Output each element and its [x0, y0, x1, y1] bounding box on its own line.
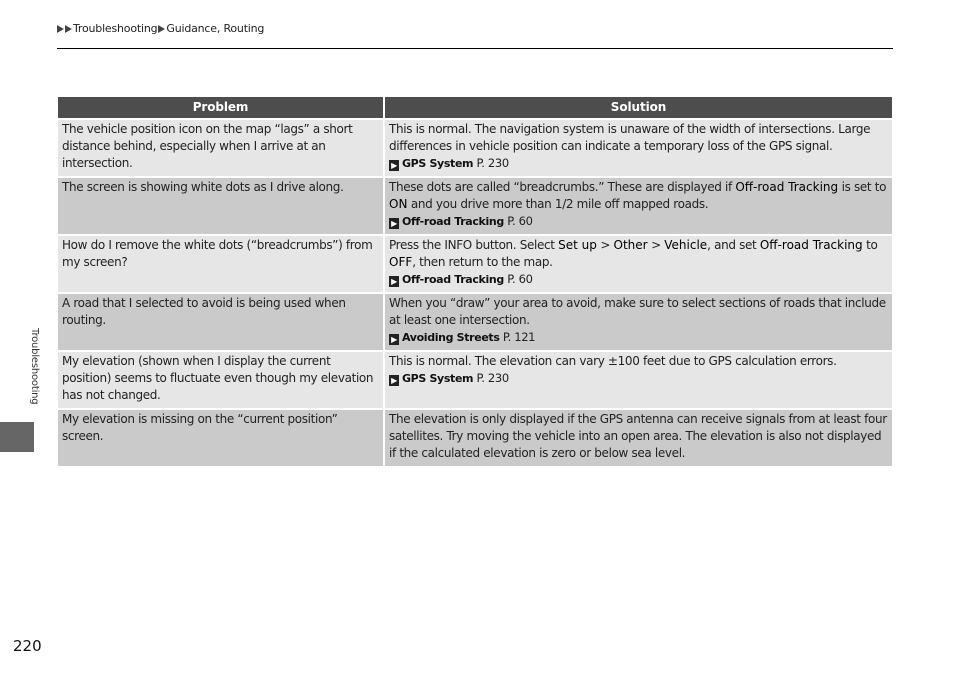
solution-text-segment: is set to [838, 180, 887, 194]
menu-keyword: ON [389, 197, 408, 211]
header-rule [57, 48, 893, 49]
table-row [58, 236, 892, 292]
cross-reference-arrow-icon: ▶ [389, 375, 399, 386]
menu-keyword: Set up [558, 238, 597, 252]
solution-text-segment: > [596, 238, 614, 252]
table-row [58, 294, 892, 350]
solution-text [389, 238, 877, 269]
table-row [58, 410, 892, 466]
cross-reference-arrow-icon: ▶ [389, 160, 399, 171]
problem-cell: My elevation is missing on the “current position” screen. [58, 410, 383, 466]
breadcrumb-arrow-icon [65, 25, 72, 33]
cross-reference-title: Avoiding Streets [402, 331, 500, 344]
cross-reference-title: Off-road Tracking [402, 273, 504, 286]
cross-reference-title: Off-road Tracking [402, 215, 504, 228]
cross-reference-page: P. 230 [476, 371, 509, 385]
problem-cell: My elevation (shown when I display the current position) seems to fluctuate even though my elevation has not changed. [58, 352, 383, 408]
solution-cell [385, 294, 892, 350]
solution-text-segment: > [647, 238, 665, 252]
cross-reference-arrow-icon: ▶ [389, 334, 399, 345]
menu-keyword: Off-road Tracking [759, 238, 863, 252]
breadcrumb-item-guidance-routing[interactable]: Guidance, Routing [166, 22, 265, 35]
menu-keyword: Vehicle [664, 238, 708, 252]
problem-cell: A road that I selected to avoid is being used when routing. [58, 294, 383, 350]
problem-cell: The screen is showing white dots as I drive along. [58, 178, 383, 234]
solution-text [389, 296, 886, 327]
solution-text-segment: and you drive more than 1/2 mile off mapped roads. [407, 197, 709, 211]
cross-reference-link[interactable] [389, 271, 888, 288]
cross-reference-title: GPS System [402, 157, 474, 170]
cross-reference-arrow-icon: ▶ [389, 218, 399, 229]
side-tab-label: Troubleshooting [29, 328, 40, 405]
cross-reference-arrow-icon: ▶ [389, 276, 399, 287]
solution-cell [385, 120, 892, 176]
column-header-problem: Problem [58, 97, 383, 118]
solution-cell [385, 236, 892, 292]
breadcrumb-arrow-icon [158, 25, 165, 33]
cross-reference-page: P. 60 [507, 214, 533, 228]
solution-text [389, 122, 870, 153]
breadcrumb-item-troubleshooting[interactable]: Troubleshooting [73, 22, 158, 35]
solution-text [389, 412, 887, 460]
menu-keyword: OFF [389, 255, 413, 269]
table-body [58, 120, 892, 466]
table-row [58, 352, 892, 408]
problem-cell: The vehicle position icon on the map “lags” a short distance behind, especially when I arrive at an intersection. [58, 120, 383, 176]
solution-text [389, 180, 886, 211]
solution-text [389, 354, 837, 368]
table-row [58, 178, 892, 234]
solution-text-segment: The elevation is only displayed if the GPS antenna can receive signals from at least four satellites. Try moving the vehicle into an open area. The elevation is also not displayed if the calculated elevation is zero or below sea level. [389, 412, 887, 460]
column-header-solution: Solution [385, 97, 892, 118]
menu-keyword: Other [613, 238, 648, 252]
cross-reference-page: P. 230 [476, 156, 509, 170]
cross-reference-link[interactable] [389, 213, 888, 230]
cross-reference-link[interactable] [389, 370, 888, 387]
table-row [58, 120, 892, 176]
problem-cell: How do I remove the white dots (“breadcrumbs”) from my screen? [58, 236, 383, 292]
solution-text-segment: When you “draw” your area to avoid, make sure to select sections of roads that include at least one intersection. [389, 296, 886, 327]
solution-text-segment: , and set [707, 238, 760, 252]
troubleshooting-table [56, 95, 894, 468]
table-header-row [58, 97, 892, 118]
cross-reference-page: P. 121 [502, 330, 536, 344]
side-tab-marker [0, 422, 34, 452]
cross-reference-link[interactable] [389, 329, 888, 346]
cross-reference-link[interactable] [389, 155, 888, 172]
menu-keyword: Off-road Tracking [735, 180, 839, 194]
solution-text-segment: This is normal. The navigation system is unaware of the width of intersections. Large differences in vehicle position can indicate a temporary loss of the GPS signal. [389, 122, 871, 153]
cross-reference-page: P. 60 [507, 272, 533, 286]
page-number: 220 [13, 637, 42, 655]
solution-cell [385, 352, 892, 408]
solution-text-segment: This is normal. The elevation can vary ±100 feet due to GPS calculation errors. [389, 354, 837, 368]
solution-text-segment: , then return to the map. [412, 255, 553, 269]
solution-text-segment: to [862, 238, 878, 252]
solution-cell [385, 410, 892, 466]
breadcrumb [57, 21, 264, 37]
solution-cell [385, 178, 892, 234]
solution-text-segment: Press the INFO button. Select [389, 238, 559, 252]
cross-reference-title: GPS System [402, 372, 474, 385]
solution-text-segment: These dots are called “breadcrumbs.” These are displayed if [389, 180, 736, 194]
breadcrumb-arrow-icon [57, 25, 64, 33]
